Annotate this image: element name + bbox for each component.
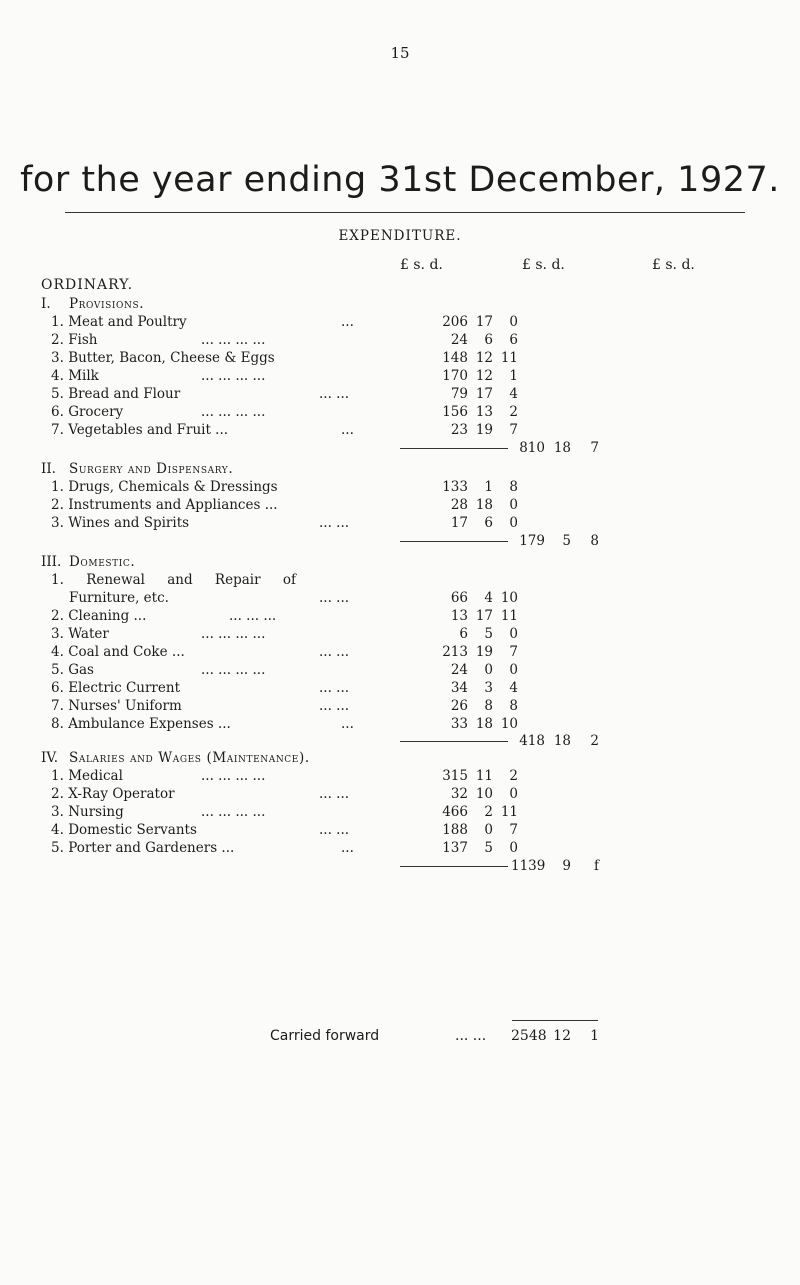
amount-pence: 2 (509, 404, 518, 420)
amount-pence: 4 (509, 386, 518, 402)
item-number: 3. (51, 515, 64, 531)
table-row (51, 804, 551, 821)
item-label: Porter and Gardeners ... (68, 840, 235, 856)
page-number: 15 (390, 44, 410, 62)
subtotal-pounds: 1139 (511, 858, 546, 874)
amount-pounds: 188 (442, 822, 468, 838)
item-label: Grocery (68, 404, 124, 420)
item-number: 3. (51, 626, 64, 642)
leader-dots: ... ... ... ... (201, 332, 266, 348)
item-number: 5. (51, 386, 64, 402)
leader-dots: ... ... ... ... (201, 368, 266, 384)
amount-pence: 0 (509, 840, 518, 856)
table-row (51, 515, 551, 532)
amount-pounds: 466 (442, 804, 468, 820)
item-label-continuation: Furniture, etc. (69, 590, 169, 606)
item-label: Instruments and Appliances ... (68, 497, 278, 513)
page-title: for the year ending 31st December, 1927. (20, 160, 780, 200)
item-number: 2. (51, 497, 64, 513)
amount-pounds: 170 (442, 368, 468, 384)
subtotal-shillings: 9 (562, 858, 571, 874)
item-label: Drugs, Chemicals & Dressings (68, 479, 278, 495)
leader-dots: ... ... (455, 1028, 487, 1044)
amount-pounds: 148 (442, 350, 468, 366)
item-number: 2. (51, 786, 64, 802)
table-row (51, 590, 551, 607)
subtotal-pence: f (594, 858, 599, 874)
amount-pounds: 23 (450, 422, 468, 438)
amount-pence: 10 (500, 590, 518, 606)
item-label: Medical (68, 768, 123, 784)
leader-dots: ... ... (319, 590, 350, 606)
amount-pence: 7 (509, 644, 518, 660)
amount-shillings: 0 (484, 822, 493, 838)
amount-pence: 11 (500, 608, 518, 624)
item-number: 4. (51, 368, 64, 384)
item-label: Water (68, 626, 109, 642)
ordinary-label: ORDINARY. (41, 277, 134, 293)
table-row (51, 644, 551, 661)
item-label: Coal and Coke ... (68, 644, 185, 660)
amount-pounds: 206 (442, 314, 468, 330)
column-header-totals: £ s. d. (652, 257, 695, 273)
leader-dots: ... (341, 314, 354, 330)
table-row (51, 572, 551, 589)
category-heading (41, 296, 144, 312)
amount-pence: 11 (500, 804, 518, 820)
amount-pounds: 315 (442, 768, 468, 784)
amount-shillings: 13 (475, 404, 493, 420)
amount-pence: 6 (509, 332, 518, 348)
amount-pounds: 17 (450, 515, 468, 531)
category-title: Domestic. (69, 554, 136, 570)
amount-pounds: 6 (459, 626, 468, 642)
item-number: 7. (51, 698, 64, 714)
amount-pence: 10 (500, 716, 518, 732)
table-row (51, 314, 551, 331)
amount-pounds: 13 (450, 608, 468, 624)
leader-dots: ... ... (319, 698, 350, 714)
amount-shillings: 10 (475, 786, 493, 802)
subtotal-pence: 8 (590, 533, 599, 549)
leader-dots: ... ... ... ... (201, 626, 266, 642)
amount-pence: 7 (509, 422, 518, 438)
item-number: 2. (51, 332, 64, 348)
item-label: Milk (68, 368, 99, 384)
table-row (51, 786, 551, 803)
amount-shillings: 2 (484, 804, 493, 820)
amount-shillings: 17 (475, 386, 493, 402)
amount-shillings: 18 (475, 716, 493, 732)
subtotal-pounds: 418 (519, 733, 545, 749)
category-number: III. (41, 554, 62, 570)
item-number: 1. (51, 479, 64, 495)
amount-pence: 0 (509, 662, 518, 678)
table-row (51, 332, 551, 349)
item-number: 5. (51, 662, 64, 678)
item-label: X-Ray Operator (68, 786, 175, 802)
item-number: 1. (51, 314, 64, 330)
amount-pence: 0 (509, 515, 518, 531)
subtotal-row (0, 733, 599, 750)
amount-pence: 1 (509, 368, 518, 384)
item-label: Electric Current (68, 680, 180, 696)
subtotal-rule (400, 866, 508, 867)
table-row (51, 608, 551, 625)
amount-pounds: 33 (450, 716, 468, 732)
subtotal-pence: 2 (590, 733, 599, 749)
category-title: Surgery and Dispensary. (69, 461, 234, 477)
item-label: Cleaning ... (68, 608, 147, 624)
amount-pounds: 133 (442, 479, 468, 495)
amount-pounds: 156 (442, 404, 468, 420)
subtotal-rule (400, 541, 508, 542)
amount-pence: 4 (509, 680, 518, 696)
amount-pounds: 66 (450, 590, 468, 606)
table-row (51, 497, 551, 514)
item-label: Ambulance Expenses ... (68, 716, 231, 732)
carried-forward-rule (512, 1020, 598, 1021)
amount-pence: 0 (509, 626, 518, 642)
amount-shillings: 12 (475, 350, 493, 366)
table-row (51, 768, 551, 785)
title-rule (65, 212, 745, 213)
subtotal-shillings: 18 (553, 733, 571, 749)
item-label: Renewal and Repair of (86, 572, 296, 588)
subtotal-pence: 7 (590, 440, 599, 456)
subtotal-pounds: 810 (519, 440, 545, 456)
leader-dots: ... (341, 422, 354, 438)
category-heading (41, 461, 233, 477)
leader-dots: ... ... ... ... (201, 768, 266, 784)
amount-shillings: 1 (484, 479, 493, 495)
item-label: Wines and Spirits (68, 515, 190, 531)
amount-pence: 2 (509, 768, 518, 784)
column-header-items: £ s. d. (400, 257, 443, 273)
leader-dots: ... ... (319, 515, 350, 531)
leader-dots: ... ... ... ... (201, 662, 266, 678)
category-heading (41, 554, 135, 570)
amount-shillings: 0 (484, 662, 493, 678)
table-row (51, 350, 551, 367)
carried-forward-shillings: 12 (553, 1028, 571, 1044)
table-row (51, 368, 551, 385)
table-row (51, 422, 551, 439)
item-number: 8. (51, 716, 64, 732)
leader-dots: ... ... ... ... (201, 804, 266, 820)
carried-forward-pounds: 2548 (511, 1028, 547, 1044)
item-number: 2. (51, 608, 64, 624)
leader-dots: ... ... ... (229, 608, 277, 624)
leader-dots: ... (341, 840, 354, 856)
category-number: I. (41, 296, 51, 312)
item-number: 4. (51, 644, 64, 660)
amount-pence: 0 (509, 314, 518, 330)
item-label: Vegetables and Fruit ... (68, 422, 229, 438)
amount-pounds: 79 (450, 386, 468, 402)
amount-pounds: 32 (450, 786, 468, 802)
amount-shillings: 17 (475, 314, 493, 330)
subtotal-shillings: 5 (562, 533, 571, 549)
item-number: 7. (51, 422, 64, 438)
leader-dots: ... ... (319, 786, 350, 802)
amount-pounds: 28 (450, 497, 468, 513)
amount-pounds: 34 (450, 680, 468, 696)
carried-forward-pence: 1 (590, 1028, 599, 1044)
amount-shillings: 5 (484, 626, 493, 642)
amount-pence: 7 (509, 822, 518, 838)
category-number: II. (41, 461, 56, 477)
table-row (51, 840, 551, 857)
leader-dots: ... ... (319, 822, 350, 838)
table-row (51, 716, 551, 733)
amount-pence: 0 (509, 786, 518, 802)
amount-pence: 11 (500, 350, 518, 366)
item-label: Meat and Poultry (68, 314, 187, 330)
leader-dots: ... ... (319, 680, 350, 696)
item-label: Bread and Flour (68, 386, 181, 402)
item-label: Butter, Bacon, Cheese & Eggs (68, 350, 275, 366)
amount-pence: 0 (509, 497, 518, 513)
item-label: Fish (68, 332, 98, 348)
item-number: 1. (51, 768, 64, 784)
table-row (51, 479, 551, 496)
item-number: 1. (51, 572, 64, 588)
amount-shillings: 12 (475, 368, 493, 384)
leader-dots: ... ... ... ... (201, 404, 266, 420)
amount-shillings: 4 (484, 590, 493, 606)
subtotal-pounds: 179 (519, 533, 545, 549)
amount-shillings: 8 (484, 698, 493, 714)
subtotal-row (0, 533, 599, 550)
subtotal-row (0, 440, 599, 457)
subtotal-rule (400, 448, 508, 449)
table-row (51, 386, 551, 403)
category-number: IV. (41, 750, 59, 766)
table-row (51, 822, 551, 839)
subtotal-shillings: 18 (553, 440, 571, 456)
amount-pounds: 24 (450, 662, 468, 678)
amount-pounds: 26 (450, 698, 468, 714)
item-number: 6. (51, 404, 64, 420)
item-number: 4. (51, 822, 64, 838)
item-label: Nursing (68, 804, 124, 820)
amount-pence: 8 (509, 698, 518, 714)
section-heading: EXPENDITURE. (338, 228, 462, 244)
table-row (51, 662, 551, 679)
amount-shillings: 18 (475, 497, 493, 513)
item-label: Gas (68, 662, 94, 678)
amount-pounds: 24 (450, 332, 468, 348)
amount-pounds: 137 (442, 840, 468, 856)
table-row (51, 626, 551, 643)
item-number: 3. (51, 350, 64, 366)
category-heading (41, 750, 310, 766)
table-row (51, 404, 551, 421)
leader-dots: ... ... (319, 644, 350, 660)
table-row (51, 698, 551, 715)
item-number: 5. (51, 840, 64, 856)
item-label: Domestic Servants (68, 822, 197, 838)
amount-shillings: 11 (475, 768, 493, 784)
table-row (51, 680, 551, 697)
amount-shillings: 6 (484, 515, 493, 531)
amount-shillings: 5 (484, 840, 493, 856)
amount-pounds: 213 (442, 644, 468, 660)
item-label: Nurses' Uniform (68, 698, 182, 714)
item-number: 3. (51, 804, 64, 820)
leader-dots: ... ... (319, 386, 350, 402)
category-title: Provisions. (69, 296, 145, 312)
column-header-subtotals: £ s. d. (522, 257, 565, 273)
subtotal-row (0, 858, 599, 875)
amount-shillings: 3 (484, 680, 493, 696)
amount-shillings: 19 (475, 644, 493, 660)
category-title: Salaries and Wages (Maintenance). (69, 750, 310, 766)
amount-shillings: 6 (484, 332, 493, 348)
amount-shillings: 19 (475, 422, 493, 438)
amount-pence: 8 (509, 479, 518, 495)
subtotal-rule (400, 741, 508, 742)
leader-dots: ... (341, 716, 354, 732)
amount-shillings: 17 (475, 608, 493, 624)
item-number: 6. (51, 680, 64, 696)
carried-forward-label: Carried forward (270, 1028, 380, 1044)
